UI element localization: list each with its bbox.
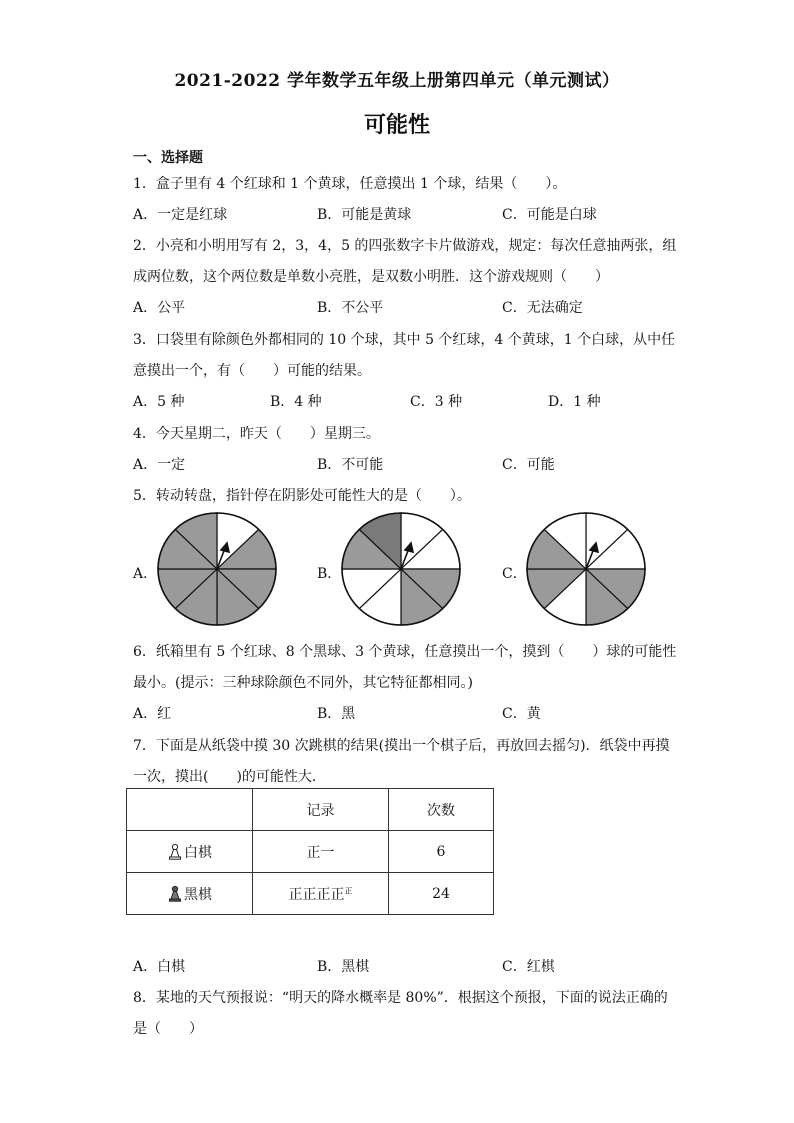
table-cell-name: [127, 831, 253, 873]
section-heading: 一、选择题: [133, 150, 203, 166]
table-cell-count: 6: [389, 831, 494, 873]
record-table: [126, 788, 494, 915]
spinner-wheel-b: [339, 511, 463, 627]
tally-record: 正正正正: [288, 886, 345, 903]
white-chess-piece-icon: [167, 843, 183, 860]
page-title: 2021-2022 学年数学五年级上册第四单元（单元测试）: [174, 71, 620, 91]
question-4-stem: 4．今天星期二，昨天（ ）星期三。: [133, 426, 380, 442]
q5-option-b-label: B．: [317, 566, 342, 582]
table-header-cell: 记录: [253, 789, 389, 831]
question-6-stem-line2: 最小。(提示：三种球除颜色不同外，其它特征都相同。): [133, 675, 473, 691]
spinner-wheel-a: [155, 511, 279, 627]
question-3-stem-line2: 意摸出一个，有（ ）可能的结果。: [133, 363, 371, 379]
q7-option-c: C．红棋: [502, 959, 555, 975]
q2-option-b: B．不公平: [317, 300, 384, 316]
table-header-row: [127, 789, 494, 831]
q6-option-c: C．黄: [502, 706, 541, 722]
q1-option-b: B．可能是黄球: [317, 207, 412, 223]
q1-option-a: A．一定是红球: [133, 207, 228, 223]
q3-option-d: D．1 种: [548, 394, 601, 410]
question-7-stem-line1: 7．下面是从纸袋中摸 30 次跳棋的结果(摸出一个棋子后，再放回去摇匀)．纸袋中再摸: [133, 738, 670, 754]
question-2-stem-line2: 成两位数，这个两位数是单数小亮胜，是双数小明胜．这个游戏规则（ ）: [133, 269, 609, 285]
question-5-stem: 5．转动转盘，指针停在阴影处可能性大的是（ ）。: [133, 488, 471, 504]
page-subtitle: 可能性: [363, 112, 430, 138]
q3-option-c: C．3 种: [410, 394, 463, 410]
table-row: [127, 831, 494, 873]
q5-option-c-label: C．: [502, 566, 527, 582]
q4-option-b: B．不可能: [317, 457, 384, 473]
question-7-stem-line2: 一次，摸出( )的可能性大．: [133, 769, 326, 785]
q4-option-c: C．可能: [502, 457, 555, 473]
table-cell-name: [127, 873, 253, 915]
table-cell-record: [253, 873, 389, 915]
q4-option-a: A．一定: [133, 457, 186, 473]
question-3-stem-line1: 3．口袋里有除颜色外都相同的 10 个球，其中 5 个红球，4 个黄球，1 个白球，从中任: [133, 332, 676, 348]
table-cell-count: 24: [389, 873, 494, 915]
tally-partial: 正: [344, 885, 353, 895]
question-6-stem-line1: 6．纸箱里有 5 个红球、8 个黑球、3 个黄球，任意摸出一个，摸到（ ）球的可能性: [133, 644, 677, 660]
table-cell-record: [253, 831, 389, 873]
table-header-cell: [127, 789, 253, 831]
tally-record: 正一: [306, 844, 335, 861]
piece-name: 黑棋: [184, 886, 212, 903]
table-row: [127, 873, 494, 915]
spinner-wheel-c: [524, 511, 648, 627]
q7-option-b: B．黑棋: [317, 959, 370, 975]
q6-option-a: A．红: [133, 706, 172, 722]
q3-option-b: B．4 种: [270, 394, 322, 410]
q7-option-a: A．白棋: [133, 959, 186, 975]
q1-option-c: C．可能是白球: [502, 207, 597, 223]
question-8-stem-line1: 8．某地的天气预报说：“明天的降水概率是 80%”．根据这个预报，下面的说法正确的: [133, 990, 668, 1006]
q5-option-a-label: A．: [133, 566, 158, 582]
black-chess-piece-icon: [167, 885, 183, 902]
q6-option-b: B．黑: [317, 706, 356, 722]
question-2-stem-line1: 2．小亮和小明用写有 2，3，4，5 的四张数字卡片做游戏，规定：每次任意抽两张，组: [133, 238, 677, 254]
q3-option-a: A．5 种: [133, 394, 185, 410]
q2-option-a: A．公平: [133, 300, 186, 316]
piece-name: 白棋: [184, 844, 212, 861]
question-8-stem-line2: 是（ ）: [133, 1021, 203, 1037]
q2-option-c: C．无法确定: [502, 300, 583, 316]
table-header-cell: 次数: [389, 789, 494, 831]
question-1-stem: 1．盒子里有 4 个红球和 1 个黄球，任意摸出 1 个球，结果（ ）。: [133, 176, 567, 192]
